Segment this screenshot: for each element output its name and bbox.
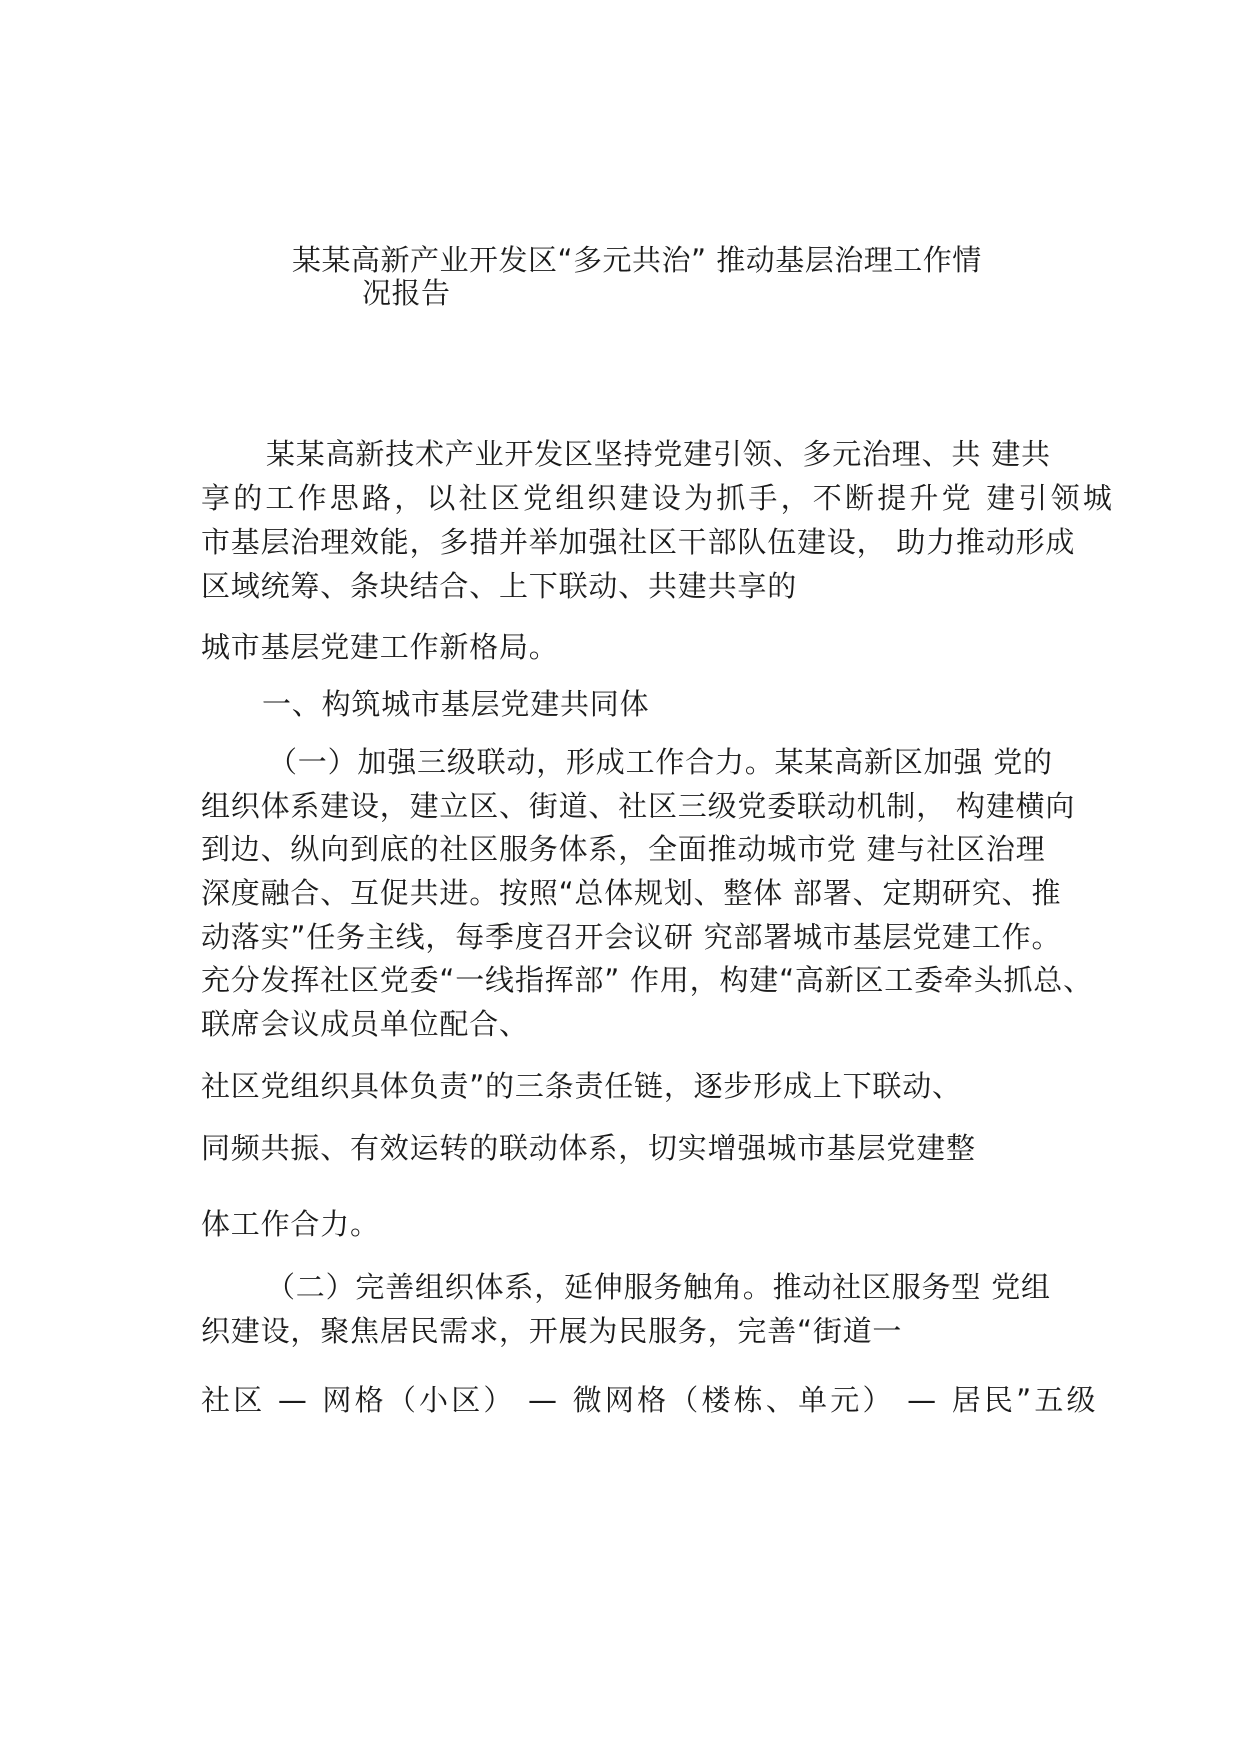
body-line: （一）加强三级联动，形成工作合力。某某高新区加强 党的: [268, 745, 1053, 779]
body-line: 联席会议成员单位配合、: [201, 1007, 529, 1041]
body-line: 社区党组织具体负责”的三条责任链，逐步形成上下联动、: [201, 1069, 962, 1103]
body-line: 区域统筹、条块结合、上下联动、共建共享的: [201, 569, 798, 603]
body-line: 组织体系建设，建立区、街道、社区三级党委联动机制， 构建横向: [201, 789, 1076, 823]
body-line: 某某高新技术产业开发区坚持党建引领、多元治理、共 建共: [266, 437, 1051, 471]
body-line: （二）完善组织体系，延伸服务触角。推动社区服务型 党组: [266, 1270, 1051, 1304]
title-line-1: 某某高新产业开发区“多元共治” 推动基层治理工作情: [292, 243, 982, 277]
body-line: 城市基层党建工作新格局。: [201, 630, 559, 664]
section-heading: 一、构筑城市基层党建共同体: [262, 687, 650, 721]
document-title: [292, 244, 1012, 310]
body-line: 享的工作思路，以社区党组织建设为抓手，不断提升党 建引领城: [201, 481, 1116, 515]
body-line: 同频共振、有效运转的联动体系，切实增强城市基层党建整: [201, 1131, 976, 1165]
body-line: 市基层治理效能，多措并举加强社区干部队伍建设， 助力推动形成: [201, 525, 1076, 559]
body-line: 体工作合力。: [201, 1207, 380, 1241]
body-line: 织建设，聚焦居民需求，开展为民服务，完善“街道一: [201, 1314, 903, 1348]
title-line-2: 况报告: [362, 276, 451, 310]
body-line: 动落实”任务主线，每季度召开会议研 究部署城市基层党建工作。: [201, 920, 1062, 954]
body-line: 到边、纵向到底的社区服务体系，全面推动城市党 建与社区治理: [201, 832, 1046, 866]
body-line: 充分发挥社区党委“一线指挥部” 作用，构建“高新区工委牵头抓总、: [201, 963, 1093, 997]
body-line: 深度融合、互促共进。按照“总体规划、整体 部署、定期研究、推: [201, 876, 1062, 910]
body-line: 社区 — 网格（小区） — 微网格（楼栋、单元） — 居民”五级: [201, 1383, 1099, 1417]
